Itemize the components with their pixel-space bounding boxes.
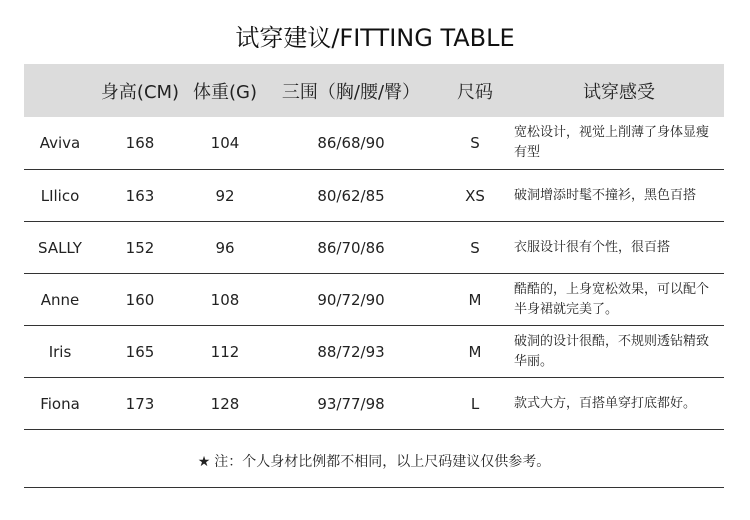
cell-weight: 92 [215, 186, 235, 205]
header-weight: 体重(G) [193, 81, 257, 103]
cell-name: Aviva [39, 134, 81, 152]
cell-measurements: 90/72/90 [317, 290, 385, 309]
cell-height: 168 [125, 134, 155, 152]
cell-feel: 衣服设计很有个性，很百搭 [514, 239, 671, 255]
table-row [24, 222, 724, 274]
cell-size: XS [465, 186, 485, 205]
cell-size: M [468, 290, 482, 309]
cell-name: Iris [48, 342, 72, 361]
footnote-text: 注：个人身材比例都不相同，以上尺码建议仅供参考。 [214, 454, 551, 470]
table-row [24, 378, 724, 430]
cell-measurements: 86/68/90 [317, 134, 385, 152]
cell-size: S [470, 238, 480, 257]
cell-measurements: 86/70/86 [317, 238, 385, 257]
table-row [24, 326, 724, 378]
table-row [24, 170, 724, 222]
header-height: 身高(CM) [100, 81, 180, 103]
cell-weight: 128 [210, 394, 240, 413]
cell-feel: 破洞的设计很酷，不规则透钻精致华丽。 [514, 333, 710, 369]
cell-feel: 破洞增添时髦不撞衫，黑色百搭 [514, 187, 697, 203]
cell-weight: 96 [215, 238, 235, 257]
cell-height: 163 [125, 186, 155, 205]
header-size: 尺码 [457, 81, 493, 103]
page-title: 试穿建议/FITTING TABLE [235, 24, 515, 52]
cell-name: LIlico [40, 186, 80, 205]
header-measurements: 三围（胸/腰/臀） [281, 81, 421, 103]
cell-measurements: 80/62/85 [317, 186, 385, 205]
cell-feel: 宽松设计，视觉上削薄了身体显瘦有型 [514, 125, 710, 160]
cell-name: Fiona [40, 394, 80, 413]
cell-weight: 112 [210, 342, 240, 361]
cell-height: 160 [125, 290, 155, 309]
table-header [24, 64, 724, 117]
cell-name: Anne [40, 290, 80, 309]
cell-feel: 款式大方，百搭单穿打底都好。 [514, 395, 697, 411]
cell-name: SALLY [38, 238, 82, 257]
cell-weight: 108 [210, 290, 240, 309]
fitting-table [24, 64, 724, 430]
cell-size: L [470, 394, 480, 413]
cell-measurements: 88/72/93 [317, 342, 385, 361]
cell-height: 152 [125, 238, 155, 257]
table-row [24, 274, 724, 326]
cell-size: M [468, 342, 482, 361]
cell-feel: 酷酷的，上身宽松效果，可以配个半身裙就完美了。 [514, 281, 710, 317]
header-feel: 试穿感受 [583, 81, 655, 103]
footnote [24, 436, 724, 488]
cell-weight: 104 [210, 134, 240, 152]
cell-size: S [470, 134, 480, 152]
cell-measurements: 93/77/98 [317, 394, 385, 413]
table-row [24, 117, 724, 170]
cell-height: 173 [125, 394, 155, 413]
star-icon: ★ [197, 454, 211, 470]
cell-height: 165 [125, 342, 155, 361]
